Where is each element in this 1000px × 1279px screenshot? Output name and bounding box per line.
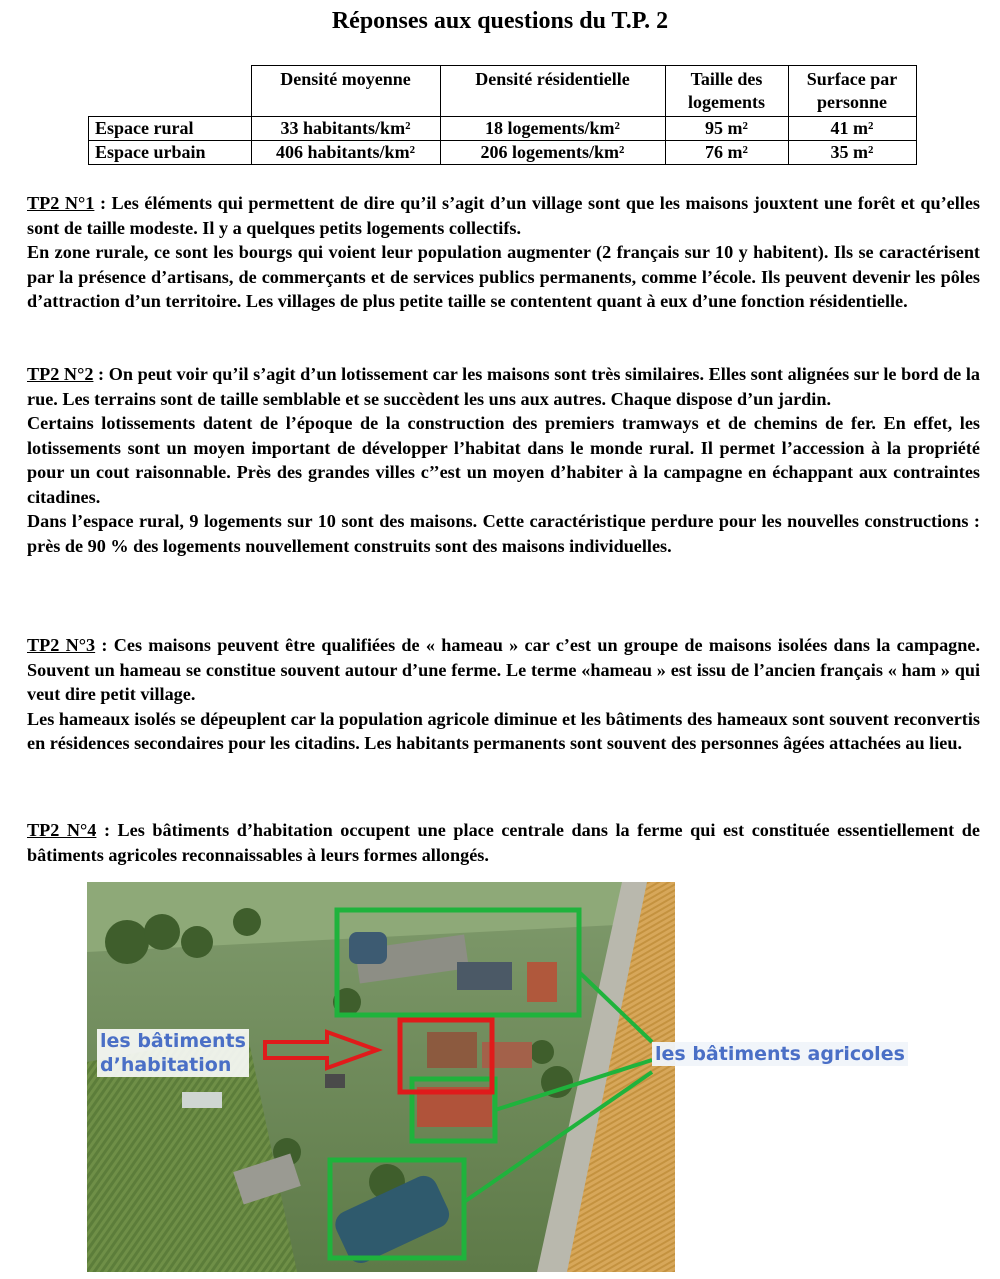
density-table [88,65,917,165]
tp1-text-1: : Les éléments qui permettent de dire qu’il s’agit d’un village sont que les maisons jouxtent une forêt et qu’elles sont de taille modeste. Il y a quelques petits logements collectifs. [27,193,980,238]
section-tp4 [27,818,980,867]
tp1-label: TP2 N°1 [27,193,95,213]
table-row [89,141,917,165]
tp2-paragraph-1 [27,362,980,411]
tp2-label: TP2 N°2 [27,364,94,384]
col-header-densite-residentielle: Densité résidentielle [440,66,665,117]
label-habitation-line-2: d’habitation [100,1054,232,1076]
col-header-surface-personne: Surface par personne [788,66,916,117]
table-row [89,117,917,141]
tp1-paragraph-1 [27,191,980,240]
tp3-paragraph-2: Les hameaux isolés se dépeuplent car la population agricole diminue et les bâtiments des hameaux sont souvent reconvertis en résidences secondaires pour les citadins. Les habitants permanents sont souvent des personnes âgées attachées au lieu. [27,708,980,753]
label-habitation-line-1: les bâtiments [100,1030,246,1052]
tp4-paragraph-1 [27,818,980,867]
tp3-label: TP2 N°3 [27,635,96,655]
table-cell: 41 m² [788,117,916,141]
row-label-urbain: Espace urbain [89,141,252,165]
col-header-taille-logements: Taille des logements [665,66,788,117]
farm-photo-illustration [87,882,675,1272]
table-cell: 33 habitants/km² [251,117,440,141]
table-cell: 76 m² [665,141,788,165]
table-cell: 406 habitants/km² [251,141,440,165]
tp2-paragraph-3: Dans l’espace rural, 9 logements sur 10 sont des maisons. Cette caractéristique perdure pour les nouvelles constructions : près de 90 % des logements nouvellement construits sont des maisons individuelles. [27,511,980,556]
col-header-densite-moyenne: Densité moyenne [251,66,440,117]
tp4-text-1: : Les bâtiments d’habitation occupent une place centrale dans la ferme qui est constituée essentiellement de bâtiments agricoles reconnaissables à leurs formes allongés. [27,820,980,865]
tp1-paragraph-2: En zone rurale, ce sont les bourgs qui voient leur population augmenter (2 français sur 10 y habitent). Ils se caractérisent par la présence d’artisans, de commerçants et de services publics permanents, comme l’école. Ils peuvent devenir les pôles d’attraction d’un territoire. Les villages de plus petite taille se contentent quant à eux d’une fonction résidentielle. [27,242,980,311]
tp2-paragraph-2: Certains lotissements datent de l’époque de la construction des premiers tramways et de chemins de fer. En effet, les lotissements sont un moyen important de développer l’habitat dans le monde rural. Il permet l’accession à la propriété pour un cout raisonnable. Près des grandes villes c’’est un moyen d’habiter à la campagne en échappant aux contraintes citadines. [27,413,980,507]
section-tp1 [27,191,980,314]
tp3-paragraph-1 [27,633,980,707]
table-cell: 95 m² [665,117,788,141]
label-batiments-habitation [97,1029,249,1077]
section-tp3 [27,633,980,756]
tp3-text-1: : Ces maisons peuvent être qualifiées de « hameau » car c’est un groupe de maisons isolées dans la campagne. Souvent un hameau se constitue souvent autour d’une ferme. Le terme «hameau » est issu de l’ancien français « ham » qui veut dire petit village. [27,635,981,704]
row-label-rural: Espace rural [89,117,252,141]
table-corner [89,66,252,117]
tp2-text-1: : On peut voir qu’il s’agit d’un lotissement car les maisons sont très similaires. Elles sont alignées sur le bord de la rue. Les terrains sont de taille semblable et se succèdent les uns aux autres. Chaque dispose d’un jardin. [27,364,981,409]
table-cell: 18 logements/km² [440,117,665,141]
page-title: Réponses aux questions du T.P. 2 [331,8,669,34]
tp4-label: TP2 N°4 [27,820,97,840]
section-tp2 [27,362,980,558]
farm-aerial-photo [87,882,675,1272]
table-cell: 206 logements/km² [440,141,665,165]
table-cell: 35 m² [788,141,916,165]
table-header-row [89,66,917,117]
label-batiments-agricoles: les bâtiments agricoles [652,1042,908,1066]
